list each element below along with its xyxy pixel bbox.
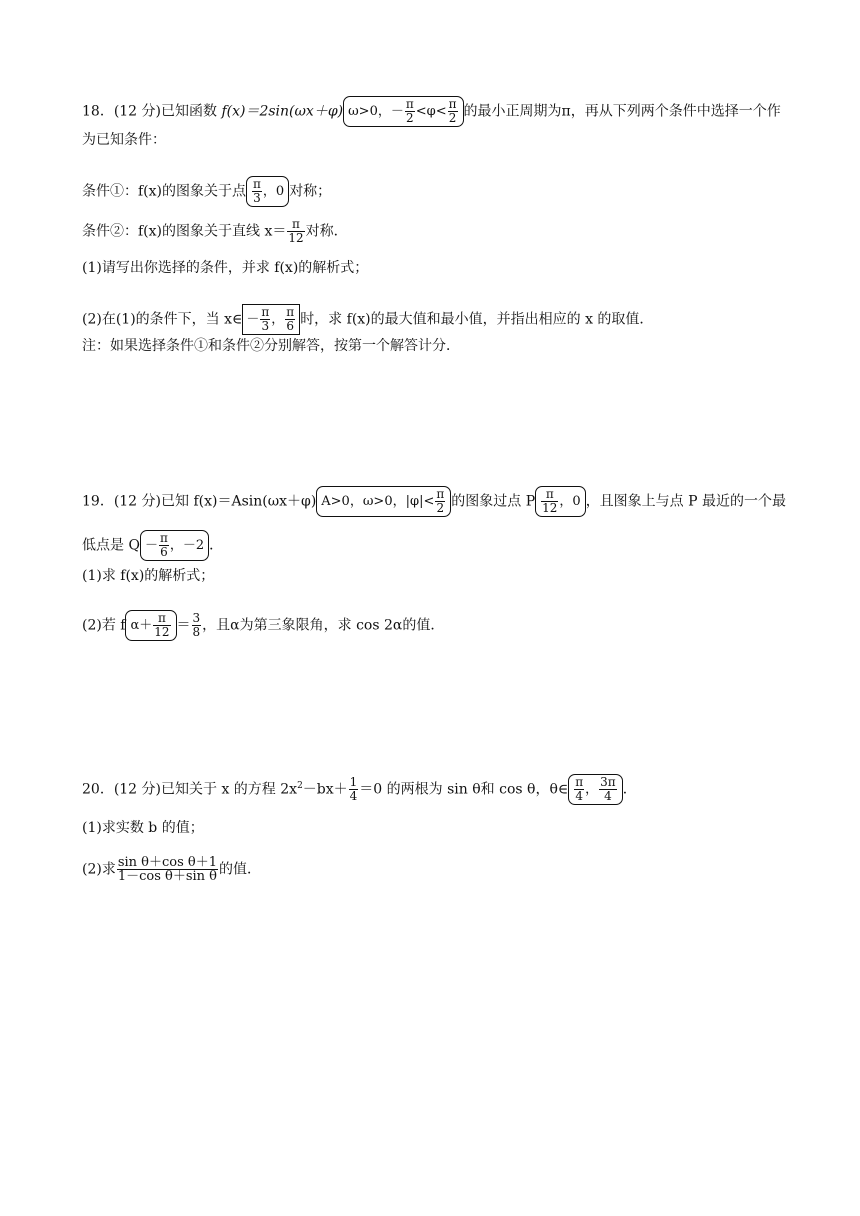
q19-line2: 低点是 Q － $\frac{\pi}{6}$ ，－2 ． xyxy=(82,531,224,559)
q18-condition1: 条件①：f(x)的图象关于点 $\frac{\pi}{3}$ ，0 对称； xyxy=(82,177,332,205)
q20-part1: (1)求实数 b 的值； xyxy=(82,820,204,836)
q20-part2: (2)求 $\frac{\text{sin θ＋cos θ＋1}}{\text{1－cos θ＋sin θ}}$ 的值． xyxy=(82,855,262,884)
q20-line1: 20．(12 分)已知关于 x 的方程 $2x^2-bx+$ $\frac{1}{4}$ ＝0 的两根为 sin θ和 cos θ，θ∈ $\frac{\pi}{4}$ ， $\frac{3\pi}{4}$ ． xyxy=(82,775,637,803)
q18-note: 注：如果选择条件①和条件②分别解答，按第一个解答计分． xyxy=(82,338,460,354)
q18-condition2: 条件②：f(x)的图象关于直线 x＝ $\frac{\pi}{12}$ 对称． xyxy=(82,217,348,245)
q18-condition-paren: ω>0，－ $\frac{\pi}{2}$ <φ< $\frac{\pi}{2}$ xyxy=(343,96,463,127)
q18-part2: (2)在(1)的条件下，当 x∈ － $\frac{\pi}{3}$ ， $\frac{\pi}{6}$ 时，求 f(x)的最大值和最小值，并指出相应的 x 的取值． xyxy=(82,305,654,333)
q18-part1: (1)请写出你选择的条件，并求 f(x)的解析式； xyxy=(82,260,369,276)
q18-line1: 18．(12 分)已知函数 f(x)＝2sin(ωx＋φ) ω>0，－ $\frac{\pi}{2}$ <φ< $\frac{\pi}{2}$ 的最小正周期为π，再从下列两个条件中选择一个作 xyxy=(82,97,781,125)
q18-line2: 为已知条件： xyxy=(82,132,166,148)
q19-part2: (2)若 f α＋ $\frac{\pi}{12}$ ＝ $\frac{3}{8}$ ，且α为第三象限角，求 cos 2α的值． xyxy=(82,611,445,639)
q19-line1: 19．(12 分)已知 f(x)＝Asin(ωx＋φ) A>0，ω>0，|φ|< $\frac{\pi}{2}$ 的图象过点 P $\frac{\pi}{12}$ ，0 ，且图象上与点 P 最近的一个最 xyxy=(82,487,787,515)
q19-part1: (1)求 f(x)的解析式； xyxy=(82,568,215,584)
